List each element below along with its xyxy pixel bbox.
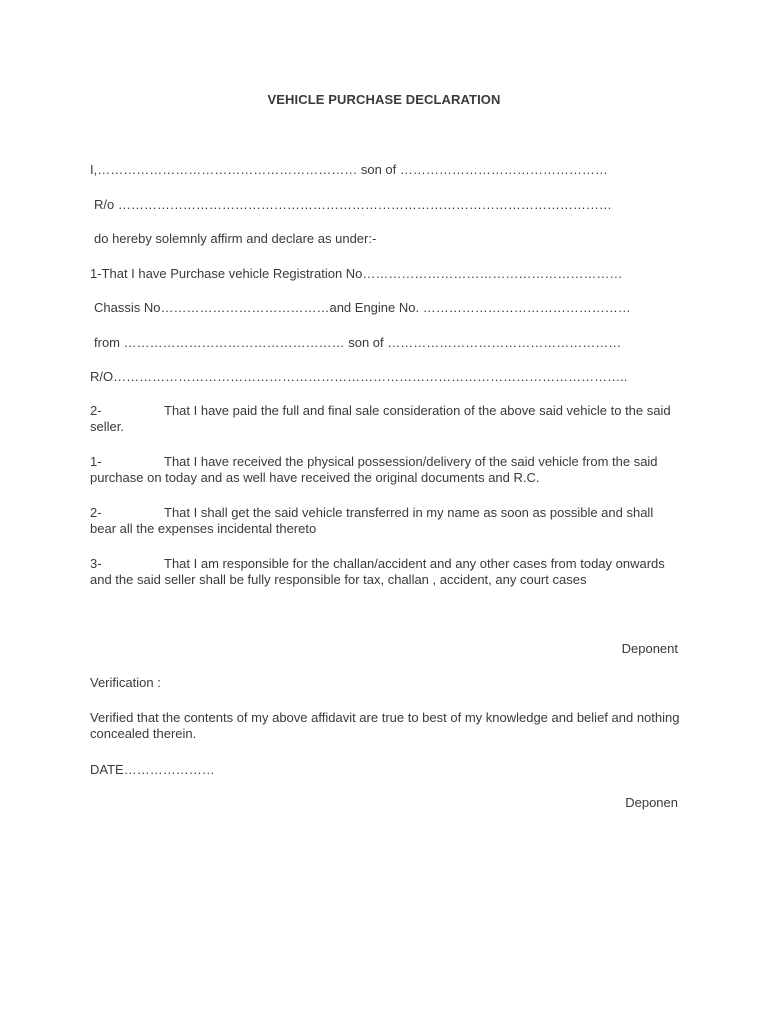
seller-residence-line: R/O………………………………………………………………………………………………………..	[90, 369, 628, 384]
clause-payment	[90, 403, 680, 435]
clause-responsibility	[90, 556, 680, 588]
verification-heading: Verification :	[90, 675, 161, 690]
chassis-engine-line: Chassis No…………………………………and Engine No. …………………………………………	[94, 300, 631, 315]
clause-text: That I have received the physical possession/delivery of the said vehicle from the said purchase on today and as well have received the original documents and R.C.	[90, 454, 658, 485]
clause-number: 3-	[90, 556, 102, 571]
clause-transfer	[90, 505, 680, 537]
registration-line: 1-That I have Purchase vehicle Registration No……………………………………………………	[90, 266, 623, 281]
name-line: I,…………………………………………………… son of …………………………………………	[90, 162, 608, 177]
clause-text: That I shall get the said vehicle transferred in my name as soon as possible and shall bear all the expenses incidental thereto	[90, 505, 654, 536]
clause-text: That I have paid the full and final sale consideration of the above said vehicle to the said seller.	[90, 403, 671, 434]
seller-from-line: from …………………………………………… son of ………………………………………………	[94, 335, 622, 350]
clause-number: 2-	[90, 505, 102, 520]
deponent-signature-1: Deponent	[621, 641, 678, 656]
clause-number: 1-	[90, 454, 102, 469]
clause-possession	[90, 454, 680, 486]
date-line: DATE…………………	[90, 762, 215, 777]
deponent-signature-2: Deponen	[625, 795, 678, 810]
affirm-line: do hereby solemnly affirm and declare as under:-	[94, 231, 377, 246]
document-title: VEHICLE PURCHASE DECLARATION	[267, 92, 501, 107]
residence-line: R/o ……………………………………………………………………………………………………	[94, 197, 612, 212]
clause-text: That I am responsible for the challan/accident and any other cases from today onwards and the said seller shall be fully responsible for tax, challan , accident, any court cases	[90, 556, 665, 587]
clause-number: 2-	[90, 403, 102, 418]
verification-text: Verified that the contents of my above affidavit are true to best of my knowledge and belief and nothing concealed therein.	[90, 710, 680, 741]
